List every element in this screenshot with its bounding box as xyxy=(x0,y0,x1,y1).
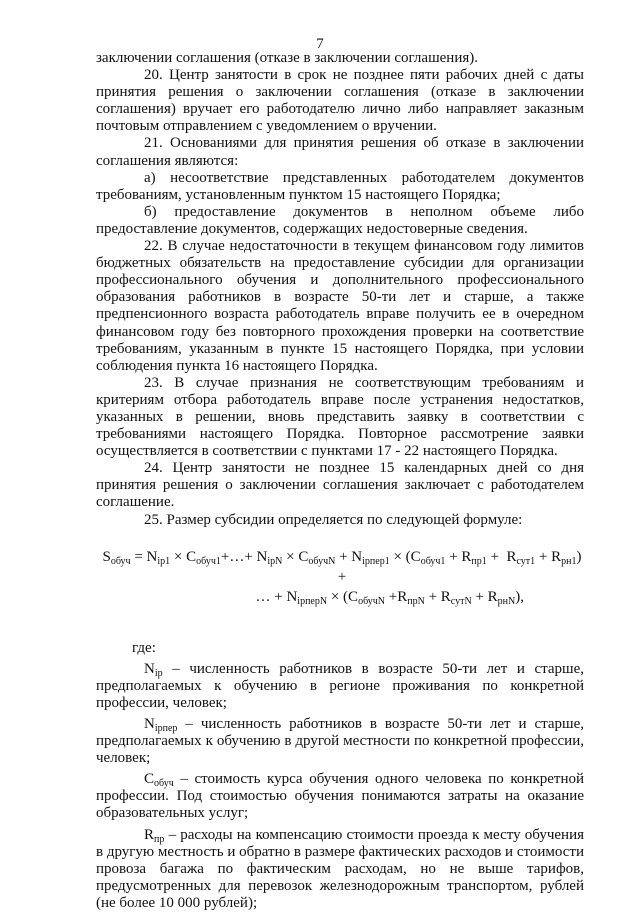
formula-line-2: … + $N_{ipперN} \times (C_{обучN} +R_{прN} + R_{сутN} + R_{рнN})$, xyxy=(255,588,524,607)
definition-c-obuch: $C_{обуч}$ – стоимость курса обучения одного человека по конкретной профессии. Под стоимостью обучения понимаются затраты на оказание образовательных услуг; xyxy=(96,771,584,822)
paragraph: 25. Размер субсидии определяется по следующей формуле: xyxy=(144,511,523,528)
definition-n-ip: $N_{ip}$ – численность работников в возрасте 50-ти лет и старше, предполагаемых к обучению в регионе проживания по конкретной профессии, человек; xyxy=(96,660,584,711)
paragraph: 20. Центр занятости в срок не позднее пяти рабочих дней с даты принятия решения о заключении соглашения (отказе в заключении соглашения) вручает его работодателю лично либо направляет заказным почтовым отправлением с уведомлением о вручении. xyxy=(96,67,584,135)
paragraph: а) несоответствие представленных работодателем документов требованиям, установленным пунктом 15 настоящего Порядка; xyxy=(96,169,584,203)
subsidy-formula xyxy=(96,547,584,607)
definition-text: – численность работников в возрасте 50-ти лет и старше, предполагаемых к обучению в регионе проживания по конкретной профессии, человек; xyxy=(96,660,584,711)
paragraph: заключении соглашения (отказе в заключении соглашения). xyxy=(96,50,478,66)
definition-r-pr: $R_{пр}$ – расходы на компенсацию стоимости проезда к месту обучения в другую местность и обратно в размере фактических расходов и стоимости провоза багажа по фактическим расходам, но не выше тарифов, предусмотренных для перевозок железнодорожным транспортом, рублей (не более 10 000 рублей); xyxy=(96,826,584,911)
paragraph: 24. Центр занятости не позднее 15 календарных дней со дня принятия решения о заключении соглашения заключает с работодателем соглашение. xyxy=(96,460,584,511)
definition-text: – расходы на компенсацию стоимости проезда к месту обучения в другую местность и обратно в размере фактических расходов и стоимости провоза багажа по фактическим расходам, но не выше тарифов, предусмотренных для перевозок железнодорожным транспортом, рублей (не более 10 000 рублей); xyxy=(96,826,584,911)
formula-line-1: $S_{обуч} = N_{ip1}$ × $C_{обуч1}+\dots+ N_{ipN} \times C_{обучN} + N_{ipпер1} \times (C_{обуч1} + R_{пр1} + R_{сут1} + R_{рн1})$ + xyxy=(102,548,582,585)
definition-text: – стоимость курса обучения одного человека по конкретной профессии. Под стоимостью обучения понимаются затраты на оказание образовательных услуг; xyxy=(96,771,584,822)
definition-text: – численность работников в возрасте 50-ти лет и старше, предполагаемых к обучению в другой местности по конкретной профессии, человек; xyxy=(96,716,584,767)
paragraph: 23. В случае признания не соответствующим требованиям и критериям отбора работодатель вправе после устранения недостатков, указанных в решении, вновь представить заявку в соответствии с требованиями настоящего Порядка. Повторное рассмотрение заявки осуществляется в соответствии с пунктами 17 - 22 настоящего Порядка. xyxy=(96,374,584,460)
definition-n-ipper: $N_{ipпер}$ – численность работников в возрасте 50-ти лет и старше, предполагаемых к обучению в другой местности по конкретной профессии, человек; xyxy=(96,716,584,767)
paragraph: б) предоставление документов в неполном объеме либо предоставление документов, содержащих недостоверные сведения. xyxy=(96,203,584,237)
where-label: где: xyxy=(132,639,156,656)
page-number: 7 xyxy=(316,36,324,52)
paragraph: 22. В случае недостаточности в текущем финансовом году лимитов бюджетных обязательств на предоставление субсидии для организации профессионального обучения и дополнительного профессионального образования работников в возрасте 50-ти лет и старше, а также предпенсионного возраста работодатель вправе получить ее в очередном финансовом году без повторного прохождения проверки на соответствие требованиям, указанным в пункте 15 настоящего Порядка, при условии соблюдения пункта 16 настоящего Порядка. xyxy=(96,238,584,374)
document-body xyxy=(96,50,584,916)
paragraph: 21. Основаниями для принятия решения об отказе в заключении соглашения являются: xyxy=(96,135,584,169)
